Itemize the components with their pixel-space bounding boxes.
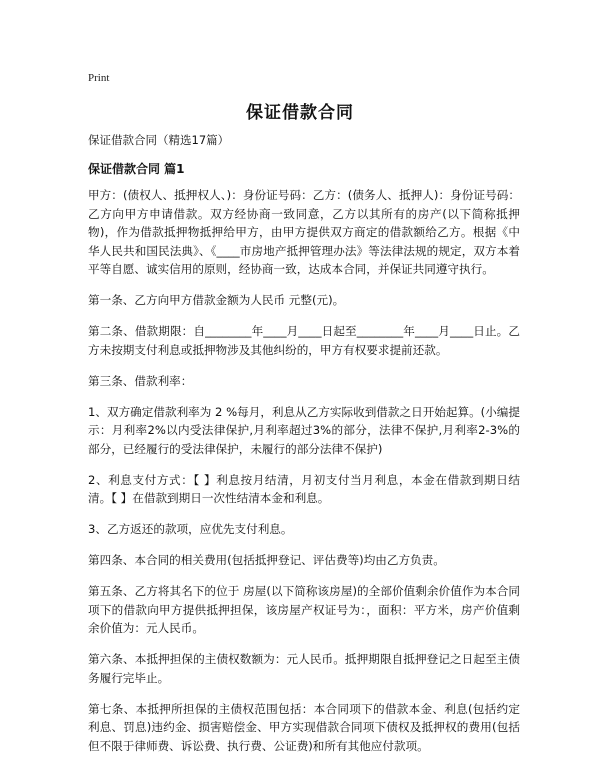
print-label[interactable]: Print: [88, 72, 110, 84]
section-heading: 保证借款合同 篇1: [88, 162, 185, 176]
paragraph-article-3: 第三条、借款利率：: [88, 373, 193, 388]
paragraph-article-1: 第一条、乙方向甲方借款金额为人民币 元整(元)。: [88, 293, 345, 307]
document-subtitle: 保证借款合同（精选17篇）: [88, 133, 230, 147]
paragraph-article-4: 第四条、本合同的相关费用(包括抵押登记、评估费等)均由乙方负责。: [88, 553, 445, 567]
paragraph-article-3-item-3: 3、乙方返还的款项，应优先支付利息。: [88, 522, 293, 536]
paragraph-article-3-item-2: 2、利息支付方式：【 】利息按月结清，月初支付当月利息，本金在借款到期日结清。【 】在借款到期日一次性结清本金和利息。: [88, 472, 520, 505]
document-title: 保证借款合同: [246, 103, 354, 123]
paragraph-article-5: 第五条、乙方将其名下的位于 房屋(以下简称该房屋)的全部价值剩余价值作为本合同项下的借款向甲方提供抵押担保，该房屋产权证号为：，面积：平方米，房产价值剩余价值为：元人民币。: [88, 584, 520, 635]
paragraph-article-7: 第七条、本抵押所担保的主债权范围包括：本合同项下的借款本金、利息(包括约定利息、罚息)违约金、损害赔偿金、甲方实现借款合同项下债权及抵押权的费用(包括但不限于律师费、诉讼费、执行费、公证费)和所有其他应付款项。: [88, 701, 520, 753]
paragraph-parties: 甲方：(债权人、抵押权人、)：身份证号码：乙方：(债务人、抵押人)：身份证号码：乙方向甲方申请借款。双方经协商一致同意，乙方以其所有的房产(以下简称抵押物)，作为借款抵押物抵押给甲方，由甲方提供双方商定的借款额给乙方。根据《中华人民共和国民法典》、《____市房地产抵押管理办法》等法律法规的规定，双方本着平等自愿、诚实信用的原则，经协商一致，达成本合同，并保证共同遵守执行。: [88, 188, 520, 276]
paragraph-article-6: 第六条、本抵押担保的主债权数额为：元人民币。抵押期限自抵押登记之日起至主债务履行完毕止。: [88, 652, 520, 685]
contract-body: [88, 186, 520, 768]
paragraph-article-2: 第二条、借款期限：自________年____月____日起至________年____月____日止。乙方未按期支付利息或抵押物涉及其他纠纷的，甲方有权要求提前还款。: [88, 324, 520, 357]
paragraph-article-3-item-1: 1、双方确定借款利率为 2 %每月，利息从乙方实际收到借款之日开始起算。(小编提示：月利率2%以内受法律保护,月利率超过3%的部分，法律不保护,月利率2-3%的部分，已经履行的受法律保护，未履行的部分法律不保护): [88, 404, 520, 456]
